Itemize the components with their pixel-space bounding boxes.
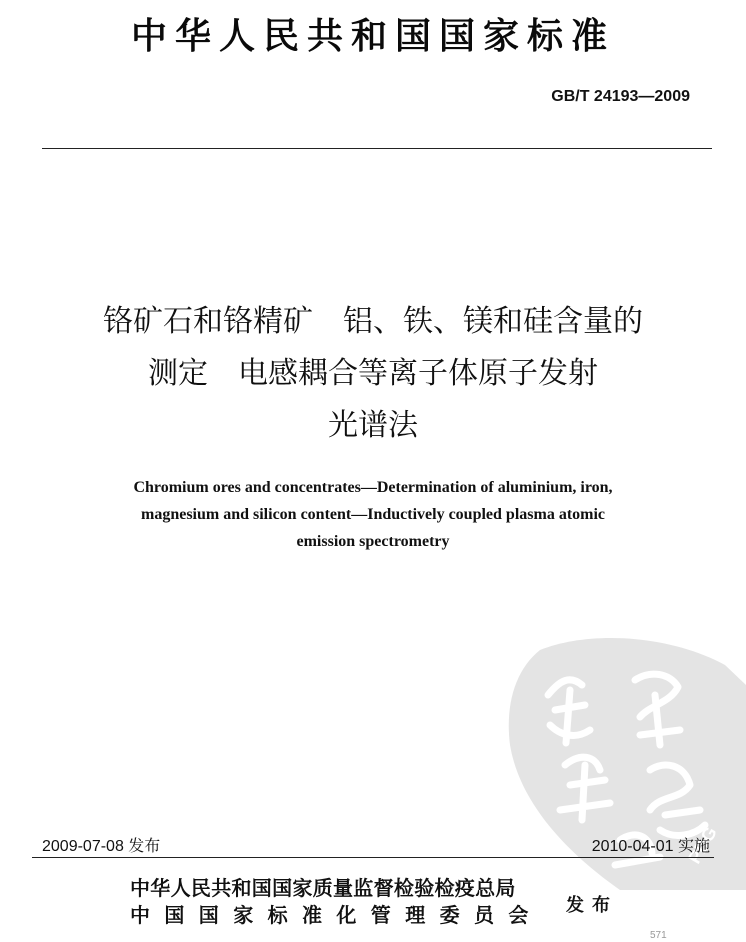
title-en-line2: magnesium and silicon content—Inductively coupled plasma atomic	[140, 506, 606, 523]
title-zh-line1: 铬矿石和铬精矿 铝、铁、镁和硅含量的	[103, 304, 643, 339]
standard-type-heading: 中华人民共和国国家标准	[130, 16, 615, 57]
standard-number: GB/T 24193—2009	[551, 88, 690, 105]
bottom-divider	[32, 857, 714, 858]
issue-label: 发布	[566, 895, 618, 916]
implementation-date: 2010-04-01 实施	[591, 838, 710, 855]
publish-date: 2009-07-08 发布	[42, 838, 161, 855]
issuer-aqsiq: 中华人民共和国国家质量监督检验检疫总局	[130, 876, 516, 900]
page-number: 571	[650, 930, 667, 941]
title-zh-line3: 光谱法	[328, 408, 418, 443]
title-en-line1: Chromium ores and concentrates—Determination of aluminium, iron,	[133, 479, 613, 496]
title-zh-line2: 测定 电感耦合等离子体原子发射	[148, 356, 598, 391]
watermark-pdg-text: PDG	[684, 823, 721, 867]
issuer-sac: 中国国家标准化管理委员会	[130, 903, 543, 927]
title-en-line3: emission spectrometry	[296, 533, 450, 550]
top-divider	[42, 148, 712, 149]
